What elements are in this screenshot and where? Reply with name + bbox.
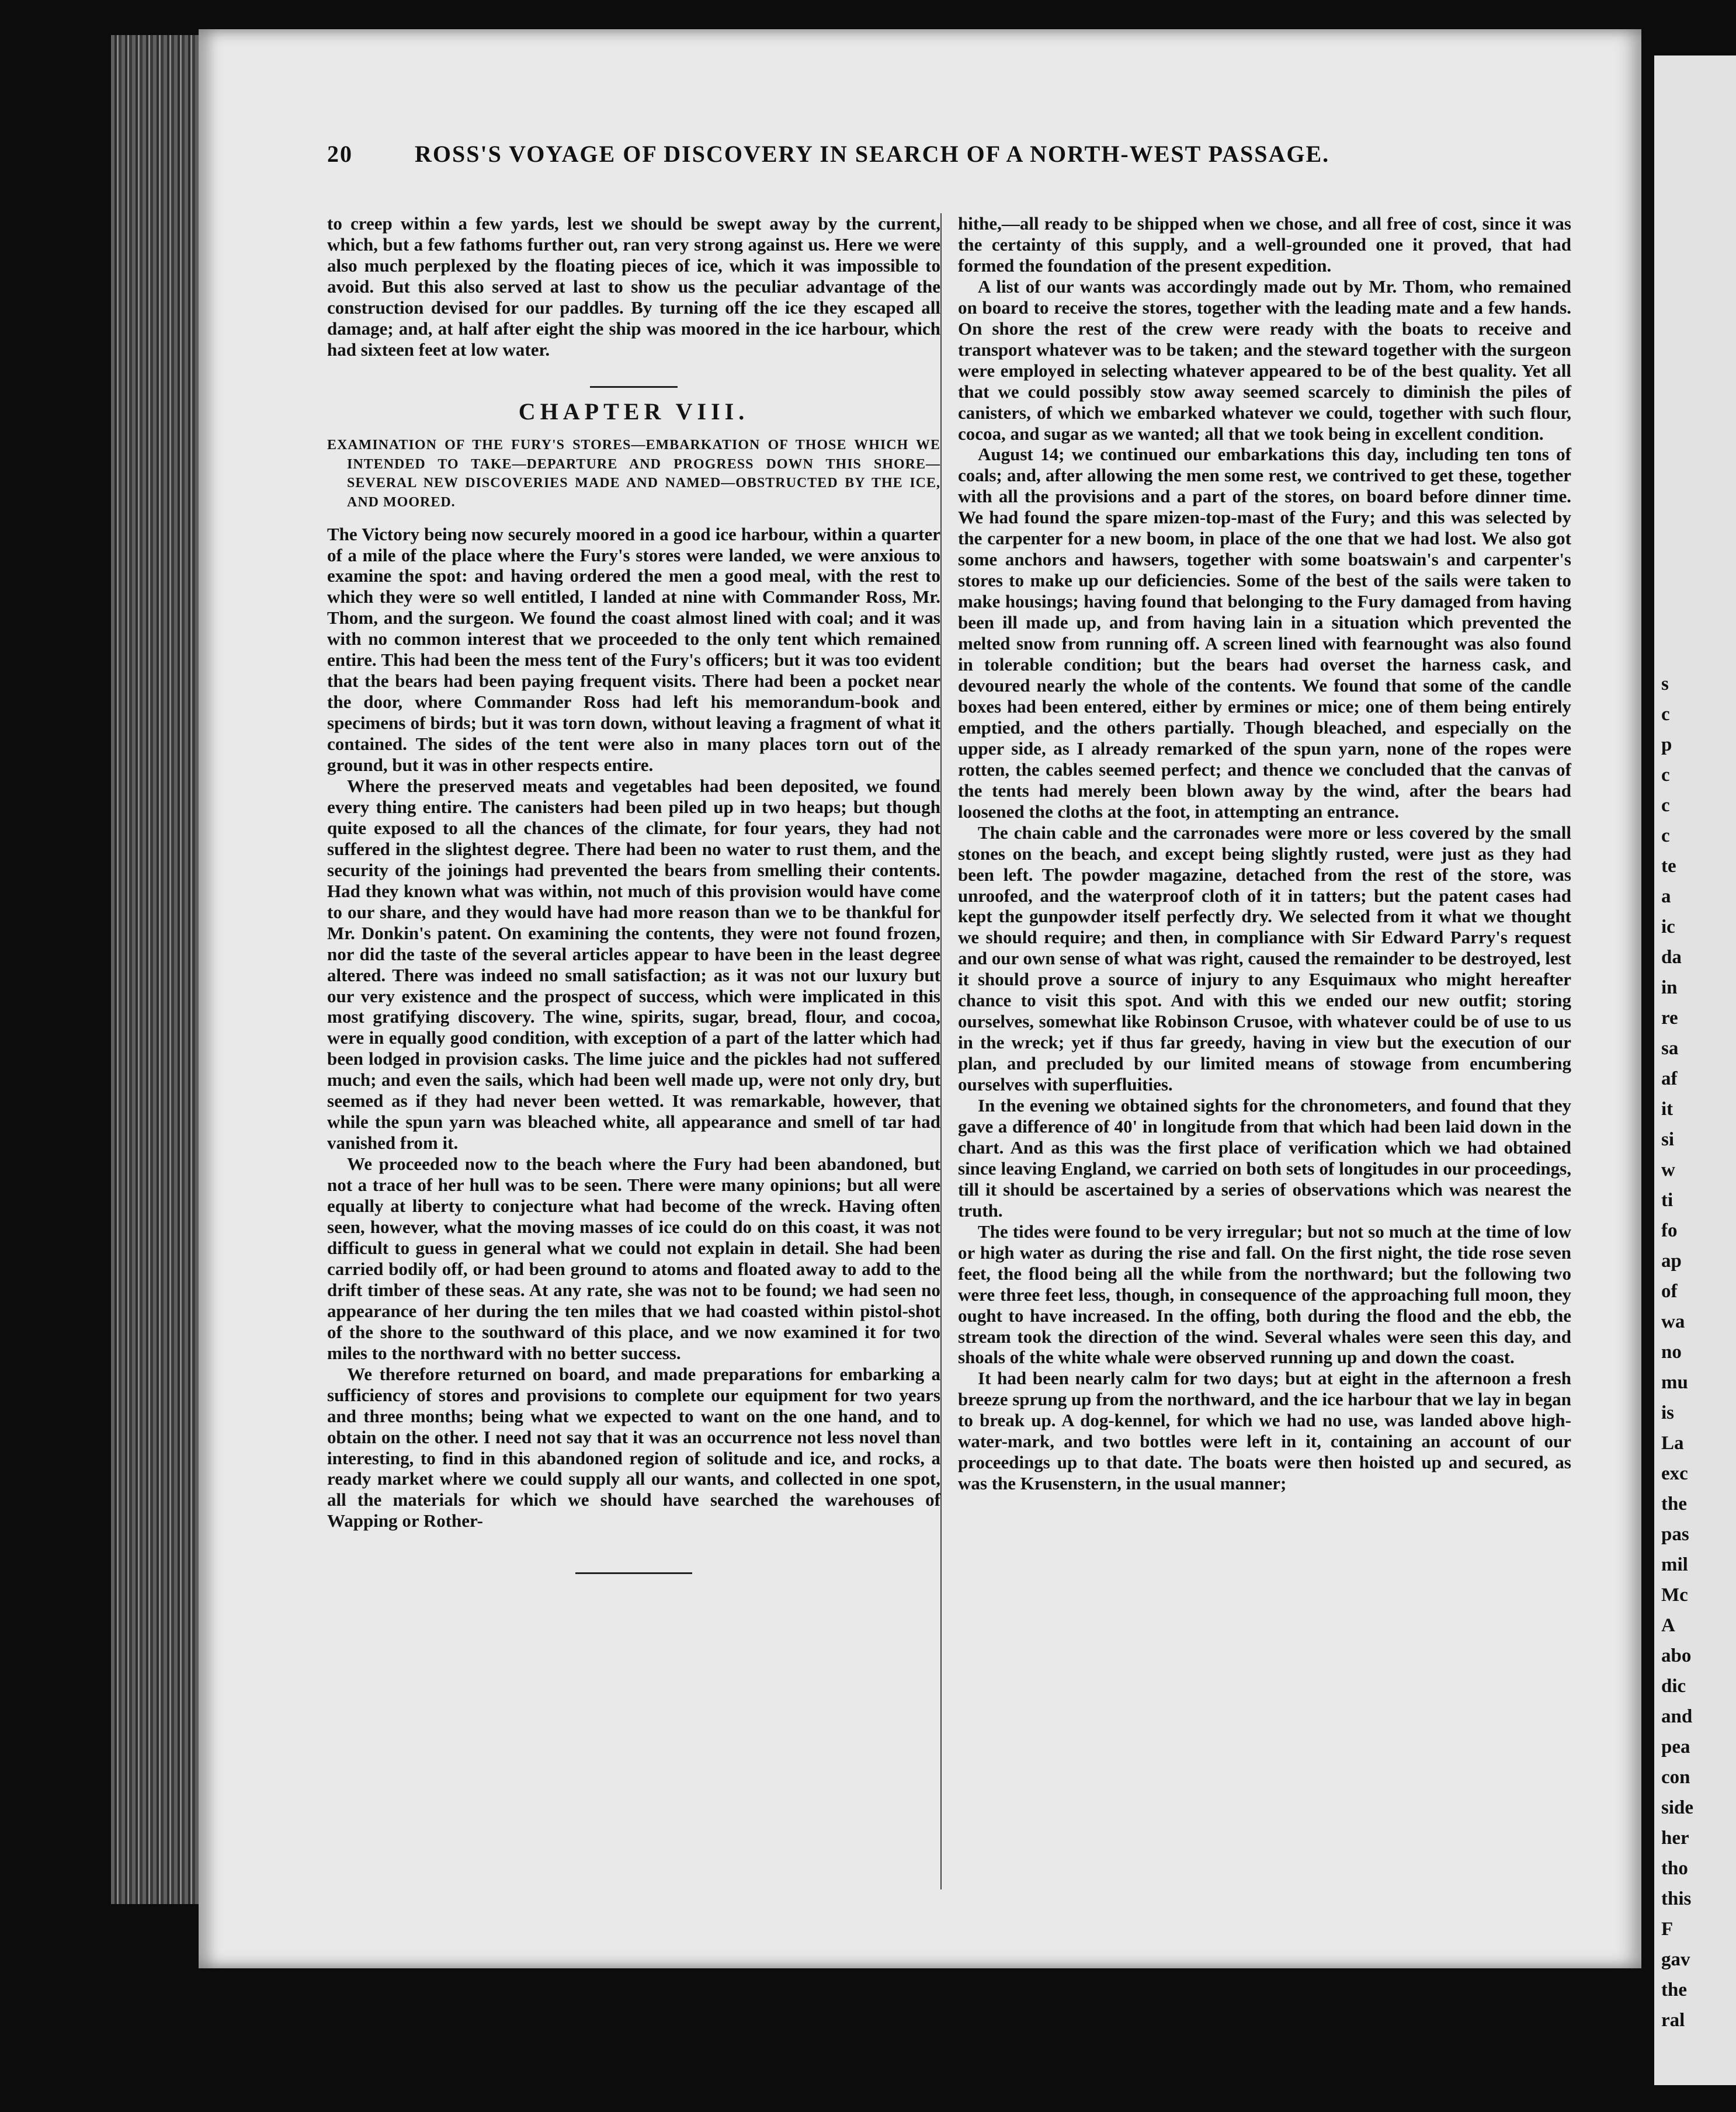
facing-page-fragment: c <box>1661 825 1670 846</box>
facing-page-fragment: and <box>1661 1706 1693 1727</box>
facing-page-fragment: side <box>1661 1797 1694 1818</box>
chapter-summary: EXAMINATION OF THE FURY'S STORES—EMBARKATION OF THOSE WHICH WE INTENDED TO TAKE—DEPARTURE AND PROGRESS DOWN THIS SHORE—SEVERAL NEW DISCOVERIES MADE AND NAMED—OBSTRUCTED BY THE ICE, AND MOORED. <box>327 437 940 510</box>
facing-page-fragment: re <box>1661 1008 1678 1029</box>
facing-page-fragment: af <box>1661 1068 1678 1089</box>
facing-page-edge <box>1654 55 1736 2085</box>
facing-page-fragment: mu <box>1661 1372 1688 1393</box>
facing-page-fragment: sa <box>1661 1038 1679 1059</box>
facing-page-fragment: con <box>1661 1767 1690 1788</box>
facing-page-fragment: A <box>1661 1615 1675 1636</box>
column-divider <box>940 213 942 1889</box>
paragraph: August 14; we continued our embarkations this day, including ten tons of coals; and, after allowing the men some rest, we contrived to get these, together with all the provisions and a part of the stores, on board before dinner time. We had found the spare mizen-top-mast of the Fury; and this was selected by the carpenter for a new boom, in place of the one that we had lost. We also got some anchors and hawsers, together with some boatswain's and carpenter's stores to make up our deficiencies. Some of the best of the sails were taken to make housings; having found that belonging to the Fury damaged from having been ill made up, and from having lain in a situation which prevented the melted snow from running off. A screen lined with fearnought was also found in tolerable condition; but the bears had overset the harness cask, and devoured nearly the whole of the contents. We found that some of the candle boxes had been entered, either by ermines or mice; one of them being entirely emptied, and the others partially. Though bleached, and especially on the upper side, as I already remarked of the spun yarn, none of the ropes were rotten, the cables seemed perfect; and thence we concluded that the canvas of the tents had merely been blown away by the wind, after the bears had loosened the cloths at the foot, in attempting an entrance. <box>958 444 1571 822</box>
facing-page-fragment: te <box>1661 856 1676 877</box>
facing-page-fragment: abo <box>1661 1645 1692 1666</box>
facing-page-fragment: p <box>1661 734 1672 755</box>
paragraph: A list of our wants was accordingly made out by Mr. Thom, who remained on board to receive the stores, together with the leading mate and a few hands. On shore the rest of the crew were ready with the boats to receive and transport whatever was to be taken; and the steward together with the surgeon were employed in selecting whatever appeared to be of the best quality. Yet all that we could possibly stow away seemed scarcely to diminish the piles of canisters, of which we embarked whatever we could, together with such flour, cocoa, and sugar as we wanted; all that we took being in excellent condition. <box>958 276 1571 444</box>
facing-page-fragment: in <box>1661 977 1678 998</box>
running-head <box>327 140 1519 175</box>
paragraph: hithe,—all ready to be shipped when we chose, and all free of cost, since it was the certainty of this supply, and a well-grounded one it proved, that had formed the foundation of the present expedition. <box>958 213 1571 276</box>
facing-page-fragment: ti <box>1661 1190 1673 1211</box>
facing-page-fragment: wa <box>1661 1311 1685 1332</box>
facing-page-fragment: w <box>1661 1159 1675 1180</box>
facing-page-fragment: ap <box>1661 1250 1682 1272</box>
chapter-title: CHAPTER VIII. <box>518 398 749 425</box>
facing-page-fragment: her <box>1661 1828 1689 1849</box>
paragraph: The Victory being now securely moored in a good ice harbour, within a quarter of a mile of the place where the Fury's stores were landed, we were anxious to examine the spot: and having ordered the men a good meal, with the rest to which they were so well entitled, I landed at nine with Commander Ross, Mr. Thom, and the surgeon. We found the coast almost lined with coal; and it was with no common interest that we proceeded to the only tent which remained entire. This had been the mess tent of the Fury's officers; but it was too evident that the bears had been paying frequent visits. There had been a pocket near the door, where Commander Ross had left his memorandum-book and specimens of birds; but it was torn down, without leaving a fragment of what it contained. The sides of the tent were also in many places torn out of the ground, but it was in other respects entire. <box>327 523 940 776</box>
facing-page-fragment: mil <box>1661 1554 1688 1575</box>
book-binding-edge <box>111 35 199 1904</box>
facing-page-fragment: gav <box>1661 1949 1690 1970</box>
facing-page-fragment: c <box>1661 795 1670 816</box>
paragraph: It had been nearly calm for two days; but at eight in the afternoon a fresh breeze sprung up from the northward, and the ice harbour that we lay in began to break up. A dog-kennel, for which we had no use, was landed above high-water-mark, and two bottles were left in it, containing an account of our proceedings up to that date. The boats were then hoisted up and secured, as was the Krusenstern, in the usual manner; <box>958 1368 1571 1494</box>
facing-page-fragment: this <box>1661 1888 1692 1909</box>
facing-page-fragment: dic <box>1661 1676 1686 1697</box>
paragraph: We therefore returned on board, and made preparations for embarking a sufficiency of stores and provisions to complete our equipment for two years and three months; being what we expected to want on the one hand, and to obtain on the other. I need not say that it was an occurrence not less novel than interesting, to find in this abandoned region of solitude and ice, and rocks, a ready market where we could supply all our wants, and collected in one spot, all the materials for which we should have searched the warehouses of Wapping or Rother- <box>327 1363 940 1531</box>
right-column <box>958 213 1571 1494</box>
paragraph: to creep within a few yards, lest we should be swept away by the current, which, but a few fathoms further out, ran very strong against us. Here we were also much perplexed by the floating pieces of ice, which it was impossible to avoid. But this also served at last to show us the peculiar advantage of the construction devised for our paddles. By turning off the ice they escaped all damage; and, at half after eight the ship was moored in the ice harbour, which had sixteen feet at low water. <box>327 213 940 360</box>
paragraph: In the evening we obtained sights for the chronometers, and found that they gave a difference of 40' in longitude from that which had been laid down in the chart. And as this was the first place of verification which we had obtained since leaving England, we carried on both sets of longitudes in our proceedings, till it should be ascertained by a series of observations which was nearest the truth. <box>958 1095 1571 1221</box>
facing-page-fragment: the <box>1661 1979 1687 2000</box>
facing-page-fragment: La <box>1661 1433 1684 1454</box>
facing-page-fragment: c <box>1661 704 1670 725</box>
facing-page-fragment: is <box>1661 1402 1675 1423</box>
left-column <box>327 213 940 1574</box>
facing-page-fragment: exc <box>1661 1463 1688 1484</box>
facing-page-fragment: fo <box>1661 1220 1678 1241</box>
facing-page-fragment: c <box>1661 765 1670 786</box>
facing-page-fragment: no <box>1661 1342 1682 1363</box>
facing-page-fragment: tho <box>1661 1858 1688 1879</box>
running-title: ROSS'S VOYAGE OF DISCOVERY IN SEARCH OF A NORTH-WEST PASSAGE. <box>415 141 1330 167</box>
facing-page-fragment: pas <box>1661 1524 1689 1545</box>
facing-page-fragment: the <box>1661 1493 1687 1514</box>
facing-page-fragment: pea <box>1661 1736 1690 1757</box>
paragraph: The tides were found to be very irregular; but not so much at the time of low or high water as during the rise and fall. On the first night, the tide rose seven feet, the flood being all the while from the northward; but the following two were three feet less, though, in consequence of the approaching full moon, they ought to have increased. In the offing, both during the flood and the ebb, the stream took the direction of the wind. Several whales were seen this day, and shoals of the white whale were observed running up and down the coast. <box>958 1221 1571 1368</box>
facing-page-fragment: Mc <box>1661 1585 1688 1606</box>
paragraph: We proceeded now to the beach where the Fury had been abandoned, but not a trace of her hull was to be seen. There were many opinions; but all were equally at liberty to conjecture what had become of the wreck. Having often seen, however, what the moving masses of ice could do on this coast, it was not difficult to guess in general what we could not explain in detail. She had been carried bodily off, or had been ground to atoms and floated away to add to the drift timber of these seas. At any rate, she was not to be found; we had seen no appearance of her during the ten miles that we had coasted within pistol-shot of the shore to the southward of this place, and we now examined it for two miles to the northward with no better success. <box>327 1154 940 1363</box>
facing-page-fragment: ral <box>1661 2010 1685 2031</box>
page-number: 20 <box>327 141 353 167</box>
facing-page-fragment: ic <box>1661 916 1675 937</box>
facing-page-fragment: of <box>1661 1281 1678 1302</box>
facing-page-fragment: s <box>1661 673 1669 694</box>
facing-page-fragment: si <box>1661 1129 1675 1150</box>
column-end-rule <box>575 1572 692 1574</box>
paragraph: Where the preserved meats and vegetables had been deposited, we found every thing entire. The canisters had been piled up in two heaps; but though quite exposed to all the chances of the climate, for four years, they had not suffered in the slightest degree. There had been no water to rust them, and the security of the joinings had prevented the bears from smelling their contents. Had they known what was within, not much of this provision would have come to our share, and they would have had more reason than we to be thankful for Mr. Donkin's patent. On examining the contents, they were not found frozen, nor did the taste of the several articles appear to have been in the least degree altered. There was indeed no small satisfaction; as it was not our luxury but our very existence and the prospect of success, which were implicated in this most gratifying discovery. The wine, spirits, sugar, bread, flour, and cocoa, were in equally good condition, with exception of a part of the latter which had been lodged in provision casks. The lime juice and the pickles had not suffered much; and even the sails, which had been well made up, were not only dry, but seemed as if they had never been wetted. It was remarkable, however, that while the spun yarn was bleached white, all appearance and smell of tar had vanished from it. <box>327 776 940 1154</box>
chapter-divider <box>590 386 678 388</box>
paragraph: The chain cable and the carronades were more or less covered by the small stones on the beach, and except being slightly rusted, were just as they had been left. The powder magazine, detached from the rest of the store, was unroofed, and the waterproof cloth of it in tatters; but the patent cases had kept the gunpowder itself perfectly dry. We selected from it what we thought we should require; and then, in compliance with Sir Edward Parry's request and our own sense of what was right, caused the remainder to be destroyed, lest it should prove a source of injury to any Esquimaux who might hereafter chance to visit this spot. And with this we ended our new outfit; storing ourselves, somewhat like Robinson Crusoe, with whatever could be of use to us in the wreck; yet if thus far greedy, having in view but the execution of our plan, and precluded by our limited means of stowage from encumbering ourselves with superfluities. <box>958 822 1571 1095</box>
facing-page-fragment: da <box>1661 947 1682 968</box>
facing-page-fragment: F <box>1661 1919 1673 1940</box>
facing-page-fragment: a <box>1661 886 1671 907</box>
facing-page-fragment: it <box>1661 1099 1673 1120</box>
